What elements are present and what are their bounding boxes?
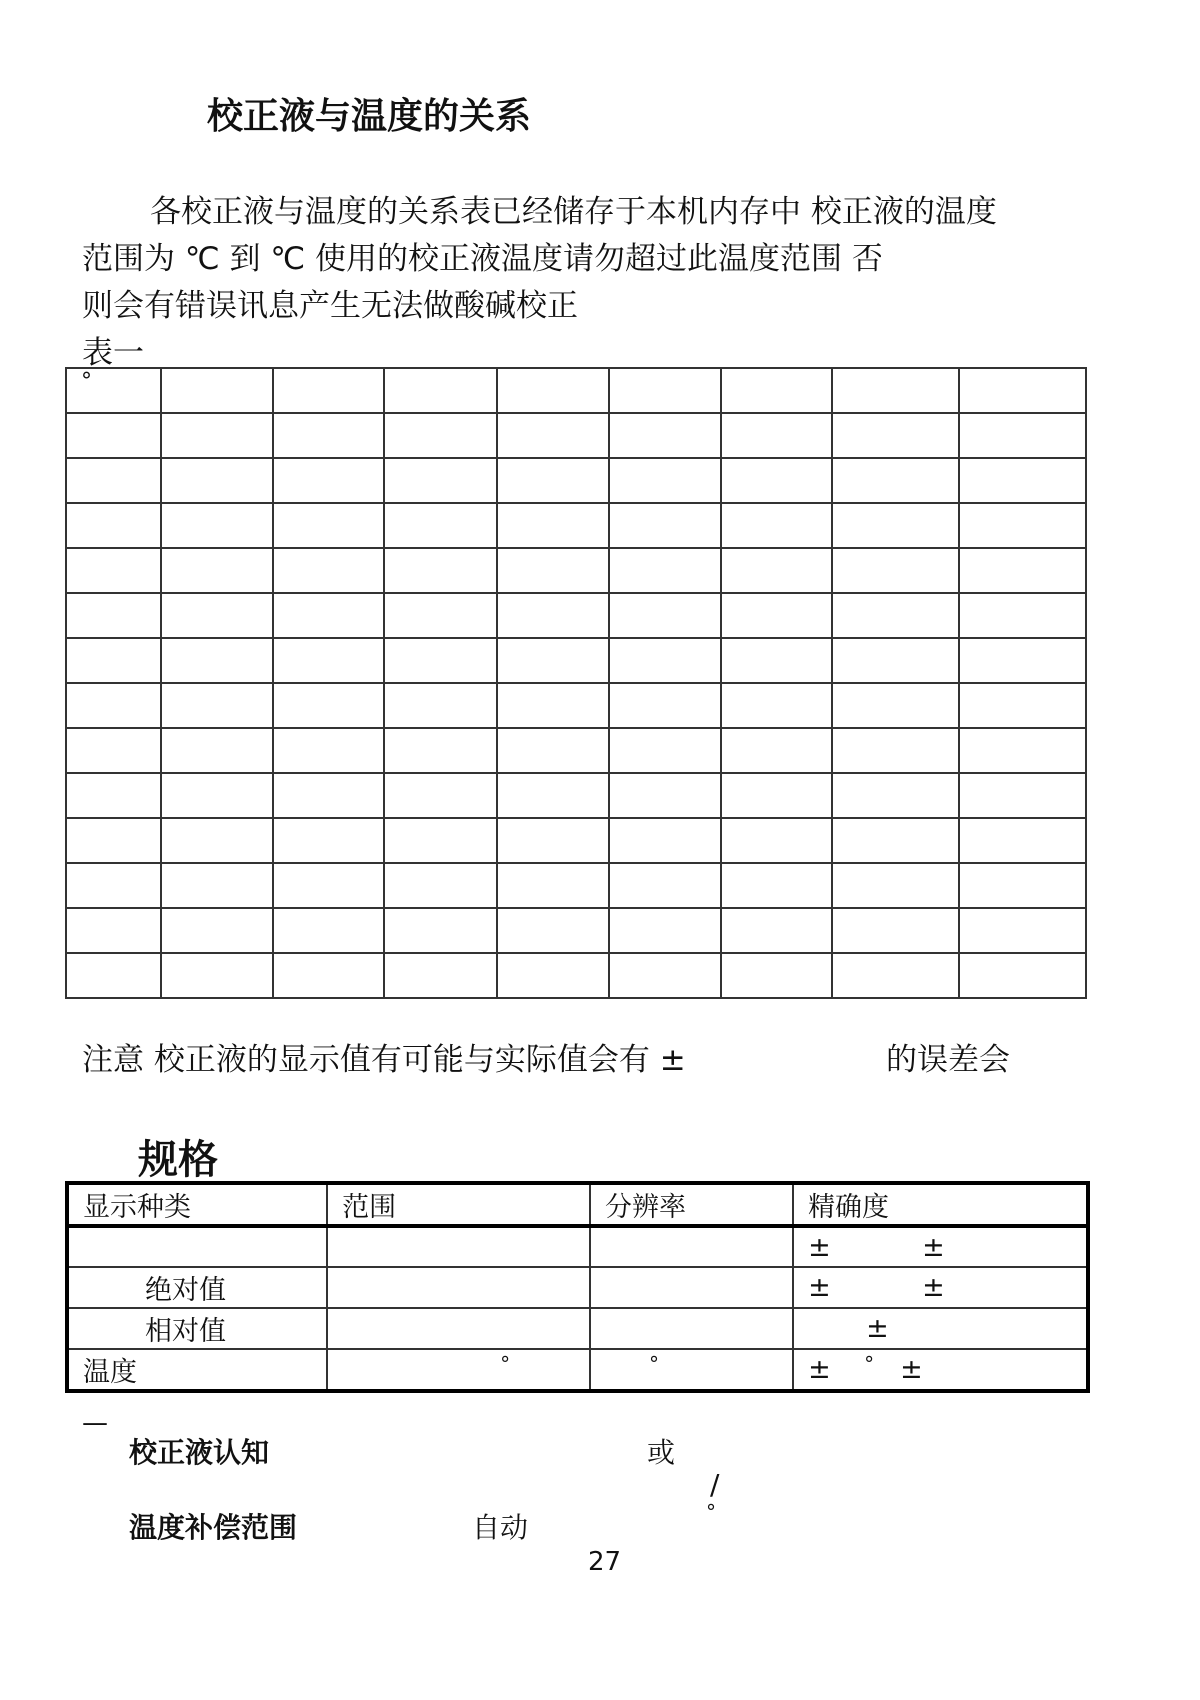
table-row bbox=[66, 863, 1086, 908]
table-cell bbox=[832, 503, 958, 548]
table-cell bbox=[273, 908, 384, 953]
note-text-suffix: 的误差会 bbox=[886, 1042, 1010, 1078]
table-cell bbox=[66, 728, 161, 773]
table-cell bbox=[161, 728, 273, 773]
table-cell bbox=[384, 863, 497, 908]
table-cell bbox=[384, 503, 497, 548]
table-cell bbox=[497, 638, 609, 683]
table-cell bbox=[161, 908, 273, 953]
table-cell bbox=[273, 593, 384, 638]
table-cell bbox=[609, 458, 721, 503]
table-cell bbox=[832, 818, 958, 863]
table-cell bbox=[384, 683, 497, 728]
table-cell bbox=[721, 728, 833, 773]
table-cell bbox=[497, 863, 609, 908]
acc-value: ± bbox=[808, 1272, 831, 1303]
table-cell bbox=[161, 818, 273, 863]
table-cell bbox=[66, 773, 161, 818]
res-cell bbox=[590, 1267, 793, 1308]
table-cell bbox=[721, 368, 833, 413]
table-cell bbox=[497, 953, 609, 998]
res-cell bbox=[590, 1308, 793, 1349]
table-cell bbox=[273, 818, 384, 863]
type-cell bbox=[67, 1226, 327, 1267]
table-cell bbox=[384, 413, 497, 458]
table-cell bbox=[66, 638, 161, 683]
slash-text: / bbox=[710, 1468, 720, 1501]
table-row bbox=[66, 503, 1086, 548]
table-cell bbox=[832, 638, 958, 683]
table-cell bbox=[384, 908, 497, 953]
table-cell bbox=[721, 683, 833, 728]
range-cell bbox=[327, 1267, 590, 1308]
table-cell bbox=[832, 908, 958, 953]
table-cell bbox=[609, 593, 721, 638]
table-cell bbox=[497, 728, 609, 773]
table-row bbox=[66, 413, 1086, 458]
table-cell bbox=[832, 683, 958, 728]
table-row bbox=[66, 818, 1086, 863]
table-cell bbox=[273, 638, 384, 683]
note-text: 注意 校正液的显示值有可能与实际值会有 ± bbox=[82, 1042, 686, 1078]
table-cell bbox=[273, 773, 384, 818]
spec-title: 规格 bbox=[138, 1137, 218, 1183]
table-cell bbox=[609, 728, 721, 773]
page-number: 27 bbox=[588, 1547, 622, 1577]
table-cell: ° bbox=[66, 368, 161, 413]
table-row bbox=[66, 773, 1086, 818]
table-cell bbox=[959, 593, 1086, 638]
table-row bbox=[66, 953, 1086, 998]
table-cell bbox=[66, 503, 161, 548]
table-cell bbox=[721, 953, 833, 998]
table-cell bbox=[66, 683, 161, 728]
table-cell bbox=[721, 503, 833, 548]
table-cell bbox=[959, 548, 1086, 593]
table-cell bbox=[384, 773, 497, 818]
table-cell bbox=[66, 863, 161, 908]
header-cell: 范围 bbox=[327, 1183, 590, 1226]
table-cell bbox=[832, 413, 958, 458]
table-cell bbox=[384, 728, 497, 773]
table-cell bbox=[959, 908, 1086, 953]
calibration-temperature-table bbox=[65, 367, 1087, 999]
table-row bbox=[67, 1267, 1088, 1308]
table-cell bbox=[384, 548, 497, 593]
table-cell bbox=[959, 818, 1086, 863]
table-cell bbox=[273, 413, 384, 458]
degree-mark: ° bbox=[864, 1352, 875, 1376]
type-cell: 绝对值 bbox=[67, 1267, 327, 1308]
range-cell bbox=[327, 1308, 590, 1349]
table-cell bbox=[721, 458, 833, 503]
table-cell bbox=[609, 638, 721, 683]
table-cell bbox=[273, 863, 384, 908]
accuracy-cell bbox=[793, 1308, 1088, 1349]
table-cell bbox=[497, 368, 609, 413]
table-cell bbox=[721, 593, 833, 638]
table-cell bbox=[161, 368, 273, 413]
table-cell bbox=[66, 593, 161, 638]
acc-value: ± bbox=[808, 1354, 831, 1385]
table-cell bbox=[609, 818, 721, 863]
table-cell bbox=[832, 863, 958, 908]
acc-value: ± bbox=[922, 1272, 945, 1303]
table-cell bbox=[959, 773, 1086, 818]
table-cell bbox=[66, 818, 161, 863]
dash-mark: — bbox=[82, 1408, 108, 1438]
temp-auto-text: 自动 bbox=[472, 1511, 529, 1544]
table-cell bbox=[609, 413, 721, 458]
table-cell bbox=[161, 773, 273, 818]
table-cell bbox=[66, 548, 161, 593]
table-cell bbox=[497, 773, 609, 818]
table-cell bbox=[497, 908, 609, 953]
degree-mark: ° bbox=[706, 1500, 716, 1524]
table-cell bbox=[959, 728, 1086, 773]
accuracy-cell bbox=[793, 1267, 1088, 1308]
table-cell bbox=[161, 458, 273, 503]
type-cell: 相对值 bbox=[67, 1308, 327, 1349]
table-cell bbox=[273, 728, 384, 773]
table-cell bbox=[161, 548, 273, 593]
table-row bbox=[66, 458, 1086, 503]
table-cell bbox=[959, 863, 1086, 908]
table-cell bbox=[609, 953, 721, 998]
acc-value: ± bbox=[900, 1354, 923, 1385]
range-cell bbox=[327, 1226, 590, 1267]
table-cell bbox=[832, 368, 958, 413]
table-cell bbox=[497, 593, 609, 638]
table-cell bbox=[609, 773, 721, 818]
table-cell bbox=[832, 773, 958, 818]
table-cell bbox=[66, 908, 161, 953]
table-cell bbox=[273, 368, 384, 413]
table-header-row bbox=[67, 1183, 1088, 1226]
table-cell bbox=[721, 818, 833, 863]
table-cell bbox=[161, 638, 273, 683]
table-cell bbox=[721, 863, 833, 908]
table-cell bbox=[497, 413, 609, 458]
table-cell bbox=[161, 413, 273, 458]
table-cell bbox=[609, 503, 721, 548]
acc-value: ± bbox=[808, 1231, 831, 1263]
table-caption: 表一 bbox=[82, 335, 144, 371]
table-cell bbox=[959, 683, 1086, 728]
table-cell bbox=[721, 773, 833, 818]
table-cell bbox=[959, 638, 1086, 683]
table-cell bbox=[721, 413, 833, 458]
buffer-recognition-label: 校正液认知 bbox=[129, 1436, 270, 1469]
table-cell bbox=[497, 548, 609, 593]
table-cell bbox=[832, 548, 958, 593]
degree-mark: ° bbox=[500, 1352, 511, 1376]
table-cell bbox=[959, 953, 1086, 998]
table-cell bbox=[161, 503, 273, 548]
table-cell bbox=[959, 413, 1086, 458]
header-cell: 精确度 bbox=[793, 1183, 1088, 1226]
table-cell bbox=[609, 548, 721, 593]
res-cell bbox=[590, 1226, 793, 1267]
table-row bbox=[67, 1349, 1088, 1391]
table-cell bbox=[609, 908, 721, 953]
header-cell: 显示种类 bbox=[67, 1183, 327, 1226]
table-cell bbox=[497, 458, 609, 503]
table-cell bbox=[273, 458, 384, 503]
degree-mark: ° bbox=[648, 1352, 659, 1376]
type-cell: 温度 bbox=[67, 1349, 327, 1391]
temp-compensation-label: 温度补偿范围 bbox=[129, 1511, 298, 1544]
table-cell bbox=[384, 818, 497, 863]
table-cell bbox=[721, 638, 833, 683]
table-cell bbox=[384, 368, 497, 413]
table-cell bbox=[66, 413, 161, 458]
table-row bbox=[66, 728, 1086, 773]
table-cell bbox=[273, 503, 384, 548]
header-cell: 分辨率 bbox=[590, 1183, 793, 1226]
section-title: 校正液与温度的关系 bbox=[207, 96, 532, 137]
table-row bbox=[66, 683, 1086, 728]
table-cell bbox=[832, 953, 958, 998]
table-cell bbox=[609, 863, 721, 908]
table-cell bbox=[497, 818, 609, 863]
table-cell bbox=[66, 953, 161, 998]
table-cell bbox=[384, 593, 497, 638]
acc-value: ± bbox=[922, 1231, 945, 1263]
acc-value: ± bbox=[866, 1313, 889, 1344]
table-row bbox=[67, 1308, 1088, 1349]
table-cell bbox=[609, 683, 721, 728]
table-cell bbox=[161, 593, 273, 638]
buffer-or-text: 或 bbox=[647, 1436, 676, 1469]
table-cell bbox=[161, 683, 273, 728]
table-cell bbox=[273, 953, 384, 998]
table-cell bbox=[959, 503, 1086, 548]
table-cell bbox=[721, 548, 833, 593]
table-cell bbox=[497, 683, 609, 728]
table-cell bbox=[959, 458, 1086, 503]
res-cell bbox=[590, 1349, 793, 1391]
table-cell bbox=[273, 683, 384, 728]
table-row bbox=[66, 593, 1086, 638]
table-cell bbox=[161, 863, 273, 908]
table-row bbox=[67, 1226, 1088, 1267]
table-cell bbox=[384, 638, 497, 683]
accuracy-cell bbox=[793, 1349, 1088, 1391]
table-row bbox=[66, 908, 1086, 953]
table-row bbox=[66, 638, 1086, 683]
paragraph-line: 范围为 ℃ 到 ℃ 使用的校正液温度请勿超过此温度范围 否 bbox=[82, 241, 883, 277]
range-cell bbox=[327, 1349, 590, 1391]
table-cell bbox=[832, 593, 958, 638]
table-cell bbox=[161, 953, 273, 998]
table-cell bbox=[832, 728, 958, 773]
table-cell bbox=[384, 458, 497, 503]
table-row bbox=[66, 368, 1086, 413]
table-cell bbox=[384, 953, 497, 998]
table-cell bbox=[959, 368, 1086, 413]
table-cell bbox=[721, 908, 833, 953]
table-cell bbox=[273, 548, 384, 593]
accuracy-cell bbox=[793, 1226, 1088, 1267]
table-cell bbox=[497, 503, 609, 548]
paragraph-line: 则会有错误讯息产生无法做酸碱校正 bbox=[82, 288, 578, 324]
paragraph-line: 各校正液与温度的关系表已经储存于本机内存中 校正液的温度 bbox=[150, 194, 997, 230]
spec-table bbox=[65, 1181, 1090, 1393]
table-cell bbox=[66, 458, 161, 503]
table-cell bbox=[832, 458, 958, 503]
table-cell bbox=[609, 368, 721, 413]
table-row bbox=[66, 548, 1086, 593]
